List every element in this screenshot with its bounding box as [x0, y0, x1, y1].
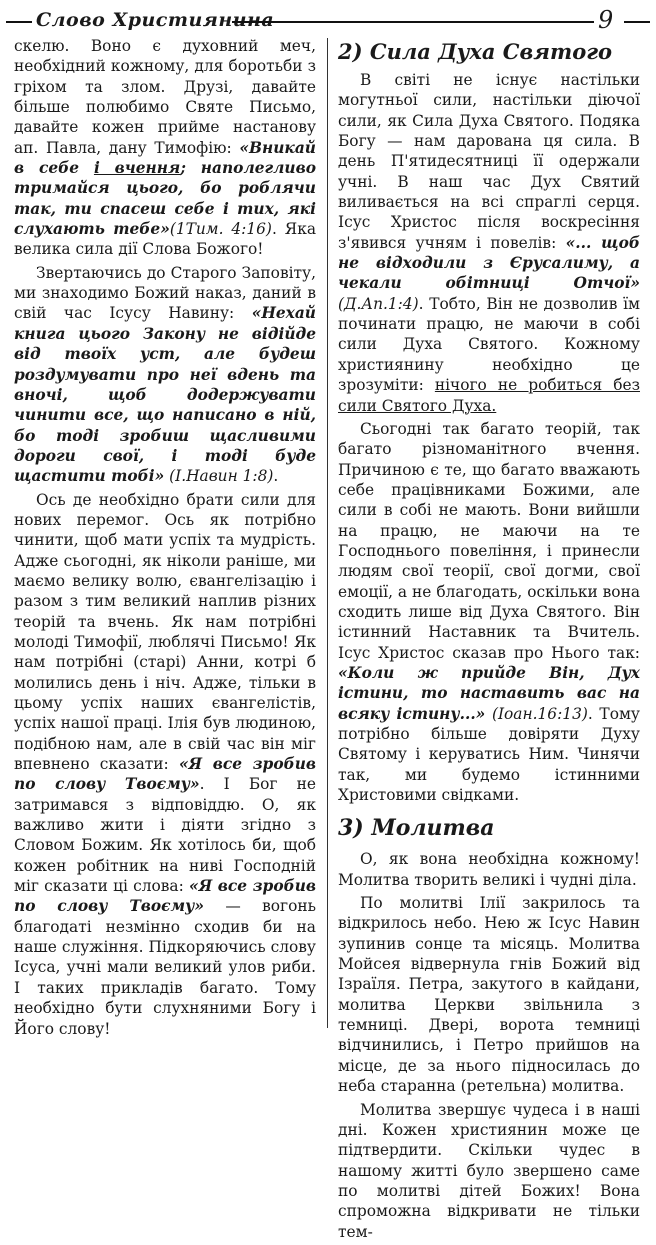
text: . Яка велика сила дії Слова Божого! — [14, 220, 316, 259]
quote: «... щоб не відходили з Єрусалиму, а чекали обітниці Отчої» — [338, 233, 640, 293]
underlined-text: нічого не робиться без сили Святого Духа. — [338, 376, 640, 415]
scripture-reference: (Д.Ап.1:4) — [338, 294, 419, 313]
text: . Тобто, Він не дозволив їм починати працю, не маючи в собі сили Духа Святого. Кожному християнину необхідно це зрозуміти: — [338, 294, 640, 395]
text: В світі не існує настільки могутньої сили, настільки діючої сили, як Сила Духа Святого. Подяка Богу — нам дарована ця сила. В день П'ятидесятниці її одержали учні. В наш час Дух Святий виливається на всі спраглі серця. Ісус Христос після воскресіння з'явився учням і повелів: — [338, 71, 640, 252]
section-heading: 3) Молитва — [338, 815, 495, 842]
page-number: 9 — [598, 6, 614, 34]
text: Сьогодні так багато теорій, так багато різноманітного вчення. Причиною є те, що багато вважають себе працівниками Божими, але сили в собі не мають. Вони вийшли на працю, не маючи на те Господнього повеління, і принесли людям свої теорії, свої догми, свої емоції, а не благодать, оскільки вона сходить лише від Духа Святого. Він істинний Наставник та Вчитель. Ісус Христос сказав про Нього так: — [338, 419, 640, 662]
quote: ; наполегливо тримайся цього, бо роблячи так, ти спасеш себе і тих, які слухають тебе» — [14, 159, 316, 239]
quote: «Я все зробив по слову Твоєму» — [14, 755, 316, 794]
header-rule-end — [624, 21, 650, 23]
paragraph — [338, 419, 640, 806]
text: . Тому потрібно більше довіряти Духу Святому і керуватись Ним. Чинячи так, ми будемо істинними Христовими свідками. — [338, 704, 640, 805]
section-heading: 2) Сила Духа Святого — [338, 39, 613, 64]
journal-title: Слово Християнина — [36, 9, 275, 31]
paragraph: По молитві Ілії закрилось та відкрилось небо. Нею ж Ісус Навин зупинив сонце та місяць. Молитва Мойсея відвернула гнів Божий від Ізраїля. Петра, закутого в кайдани, молитва Церкви звільнила з темниці. Двері, ворота темниці відчинились, і Петро прийшов на місце, де за нього підносилась до неба старанна (ретельна) молитва. — [338, 894, 640, 1096]
text: Звертаючись до Старого Заповіту, ми знаходимо Божий наказ, даний в свій час Ісусу Навину: — [14, 263, 316, 323]
header-rule-left — [6, 21, 32, 23]
scripture-reference: (Іоан.16:13) — [485, 704, 588, 723]
text: . — [273, 467, 279, 486]
right-column — [338, 36, 640, 1245]
paragraph — [14, 36, 316, 260]
page-header — [6, 4, 650, 38]
quote: «Я все зробив по слову Твоєму» — [14, 877, 316, 916]
text: скелю. Воно є духовний меч, необхідний кожному, для боротьби з гріхом та злом. Друзі, давайте більше полюбимо Святе Письмо, давайте кожен прийме настанову ап. Павла, дану Тимофію: — [14, 37, 316, 157]
paragraph — [14, 490, 316, 1039]
quote: «Вникай в себе — [14, 138, 316, 178]
column-divider — [327, 38, 328, 1028]
paragraph — [14, 263, 316, 487]
left-column — [14, 36, 316, 1042]
header-rule-right — [232, 21, 594, 23]
scripture-reference: (І.Навин 1:8) — [164, 467, 274, 486]
text: — вогонь благодаті незмінно сходив би на наше служіння. Підкоряючись слову Ісуса, учні мали великий улов риби. І таких прикладів багато. Тому необхідно бути слухняними Богу і Його слову! — [14, 897, 316, 1038]
text: Ось де необхідно брати сили для нових перемог. Ось як потрібно чинити, щоб мати успіх та мудрість. Адже сьогодні, як ніколи раніше, ми маємо велику волю, євангелізацію і разом з тим великий наплив різних теорій та вчень. Як нам потрібні молоді Тимофії, люблячі Письмо! Як нам потрібні (старі) Анни, котрі б молились день і ніч. Адже, тільки в цьому успіх наших євангелістів, успіх нашої праці. Ілія був людиною, подібною нам, але в свій час він міг впевнено сказати: — [14, 490, 316, 774]
quote: «Нехай книга цього Закону не відійде від твоїх уст, але будеш роздумувати про неї вдень та вночі, щоб додержувати чинити все, що написано в ній, бо тоді зробиш щасливими дороги свої, і тоді буде щастити тобі» — [14, 304, 316, 486]
paragraph: Молитва звершує чудеса і в наші дні. Кожен християнин може це підтвердити. Скільки чудес в нашому житті було звершено саме по молитві дітей Божих! Вона спроможна відкривати не тільки тем- — [338, 1100, 640, 1241]
paragraph — [338, 70, 640, 416]
quote-underlined: і вчення — [93, 159, 181, 178]
text: . І Бог не затримався з відповіддю. О, як важливо жити і діяти згідно з Словом Божим. Як хотілось би, щоб кожен робітник на ниві Господній міг сказати ці слова: — [14, 775, 316, 896]
paragraph: О, як вона необхідна кожному! Молитва творить великі і чудні діла. — [338, 850, 640, 889]
quote: «Коли ж прийде Він, Дух істини, то наставить вас на всяку істину...» — [338, 663, 640, 723]
scripture-reference: (1Тим. 4:16) — [169, 220, 272, 239]
